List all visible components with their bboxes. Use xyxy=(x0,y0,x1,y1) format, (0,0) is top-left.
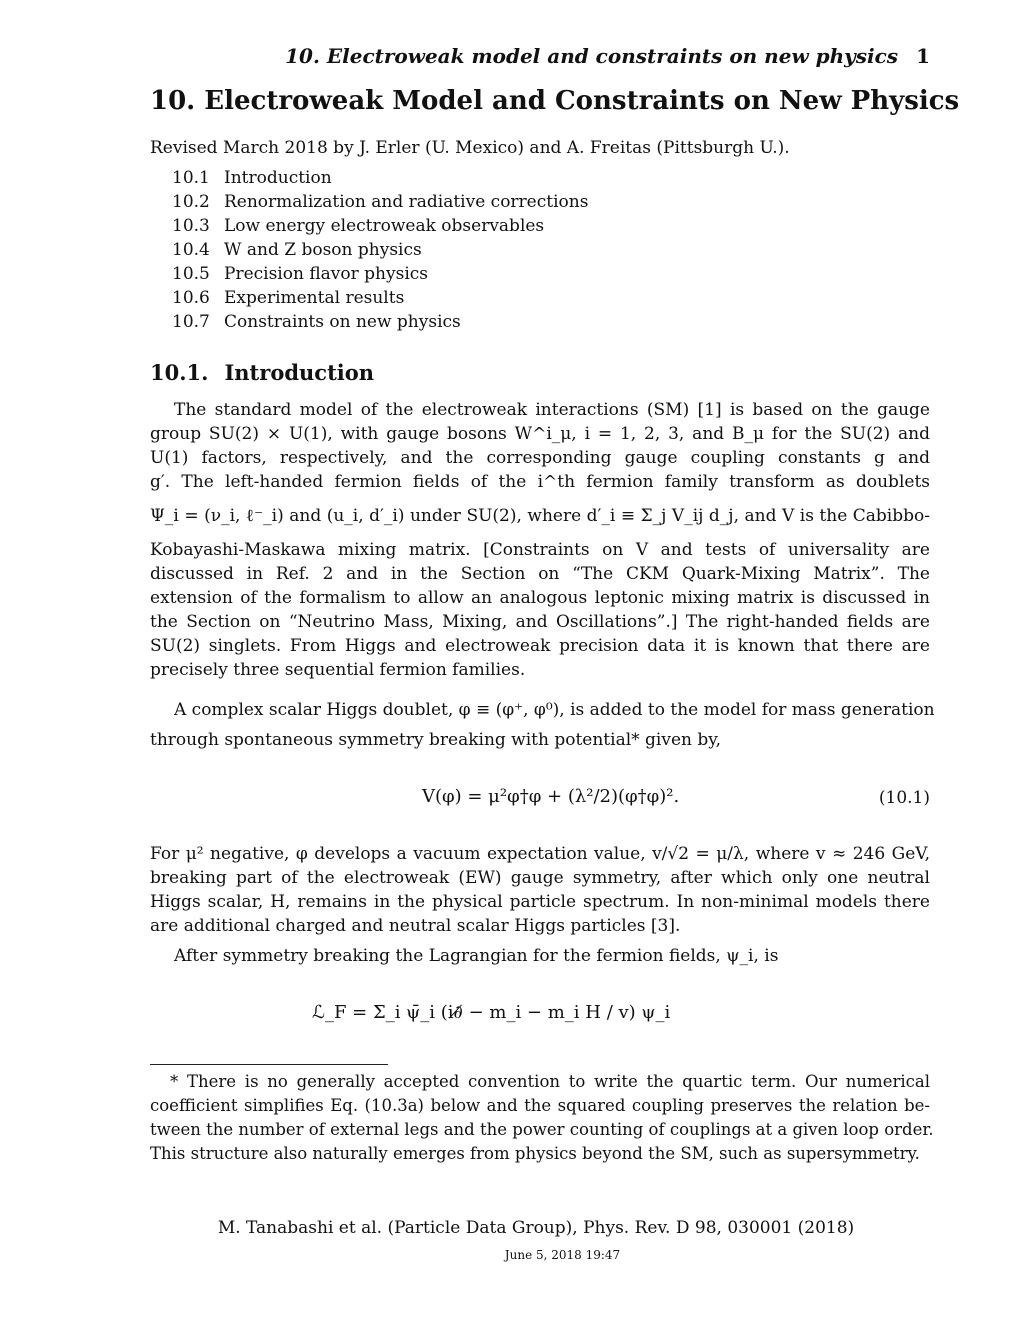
text-line: through spontaneous symmetry breaking with potential* given by, xyxy=(150,730,722,750)
section-title: Introduction xyxy=(224,360,375,385)
text-line: g′. The left-handed fermion fields of the i^th fermion family transform as doublets xyxy=(150,472,930,492)
text-line: the Section on “Neutrino Mass, Mixing, and Oscillations”.] The right-handed fields are xyxy=(150,612,930,632)
toc-number: 10.5 xyxy=(172,264,210,284)
toc-label: Renormalization and radiative corrections xyxy=(224,192,589,212)
text-line: For μ² negative, φ develops a vacuum expectation value, v/√2 = μ/λ, where v ≈ 246 GeV, xyxy=(150,844,930,864)
toc-number: 10.3 xyxy=(172,216,210,236)
table-of-contents xyxy=(172,166,588,334)
text-line: The standard model of the electroweak interactions (SM) [1] is based on the gauge xyxy=(174,400,930,420)
text-line: extension of the formalism to allow an analogous leptonic mixing matrix is discussed in xyxy=(150,588,930,608)
toc-label: Experimental results xyxy=(224,288,405,308)
revised-line: Revised March 2018 by J. Erler (U. Mexico) and A. Freitas (Pittsburgh U.). xyxy=(150,138,790,158)
section-heading xyxy=(150,360,374,385)
toc-label: Low energy electroweak observables xyxy=(224,216,545,236)
paragraph-lagrangian-intro xyxy=(150,944,930,968)
equation-lagrangian: ℒ_F = Σ_i ψ̄_i (i∂̸ − m_i − m_i H / v) ψ_i xyxy=(312,1002,671,1023)
toc-number: 10.1 xyxy=(172,168,210,188)
text-line: are additional charged and neutral scalar Higgs particles [3]. xyxy=(150,916,681,936)
citation: M. Tanabashi et al. (Particle Data Group), Phys. Rev. D 98, 030001 (2018) xyxy=(217,1218,855,1238)
text-line: group SU(2) × U(1), with gauge bosons W^i_μ, i = 1, 2, 3, and B_μ for the SU(2) and xyxy=(150,424,930,444)
text-line: A complex scalar Higgs doublet, φ ≡ (φ⁺, φ⁰), is added to the model for mass generation xyxy=(174,700,935,720)
toc-number: 10.6 xyxy=(172,288,210,308)
footnote-rule xyxy=(150,1064,388,1065)
footnote-line: This structure also naturally emerges from physics beyond the SM, such as supersymmetry. xyxy=(150,1144,920,1163)
toc-item[interactable] xyxy=(172,286,588,310)
toc-item[interactable] xyxy=(172,166,588,190)
toc-label: Introduction xyxy=(224,168,332,188)
toc-item[interactable] xyxy=(172,214,588,238)
text-line: SU(2) singlets. From Higgs and electroweak precision data it is known that there are xyxy=(150,636,930,656)
running-head xyxy=(285,44,930,68)
footnote-line: coefficient simplifies Eq. (10.3a) below and the squared coupling preserves the relation be- xyxy=(150,1096,930,1115)
paragraph-higgs-doublet xyxy=(150,698,935,752)
toc-number: 10.2 xyxy=(172,192,210,212)
footnote-line: tween the number of external legs and the power counting of couplings at a given loop order. xyxy=(150,1120,934,1139)
toc-number: 10.7 xyxy=(172,312,210,332)
paragraph-intro xyxy=(150,398,930,682)
text-line: U(1) factors, respectively, and the corresponding gauge coupling constants g and xyxy=(150,448,930,468)
toc-label: W and Z boson physics xyxy=(224,240,422,260)
toc-number: 10.4 xyxy=(172,240,210,260)
text-line: Kobayashi-Maskawa mixing matrix. [Constraints on V and tests of universality are xyxy=(150,540,930,560)
text-line: discussed in Ref. 2 and in the Section on “The CKM Quark-Mixing Matrix”. The xyxy=(150,564,930,584)
document-title: 10. Electroweak Model and Constraints on New Physics xyxy=(150,86,960,116)
text-line: precisely three sequential fermion families. xyxy=(150,660,526,680)
footnote-line: * There is no generally accepted convention to write the quartic term. Our numerical xyxy=(170,1072,930,1091)
toc-item[interactable] xyxy=(172,310,588,334)
equation-10-1: V(φ) = μ²φ†φ + (λ²/2)(φ†φ)². xyxy=(422,786,680,807)
toc-item[interactable] xyxy=(172,190,588,214)
text-line: Higgs scalar, H, remains in the physical particle spectrum. In non-minimal models there xyxy=(150,892,930,912)
text-line: After symmetry breaking the Lagrangian for the fermion fields, ψ_i, is xyxy=(174,946,779,966)
page-number: 1 xyxy=(916,44,930,68)
text-line: breaking part of the electroweak (EW) gauge symmetry, after which only one neutral xyxy=(150,868,930,888)
equation-number: (10.1) xyxy=(878,788,930,808)
text-line: Ψ_i = (ν_i, ℓ⁻_i) and (u_i, d′_i) under SU(2), where d′_i ≡ Σ_j V_ij d_j, and V is the Cabibbo- xyxy=(150,506,930,526)
toc-item[interactable] xyxy=(172,238,588,262)
footnote xyxy=(150,1070,934,1166)
running-head-text: 10. Electroweak model and constraints on new physics xyxy=(285,44,899,68)
date-stamp: June 5, 2018 19:47 xyxy=(504,1248,621,1262)
toc-label: Constraints on new physics xyxy=(224,312,461,332)
toc-item[interactable] xyxy=(172,262,588,286)
toc-label: Precision flavor physics xyxy=(224,264,429,284)
paragraph-vev xyxy=(150,842,930,938)
section-number: 10.1. xyxy=(150,360,209,385)
